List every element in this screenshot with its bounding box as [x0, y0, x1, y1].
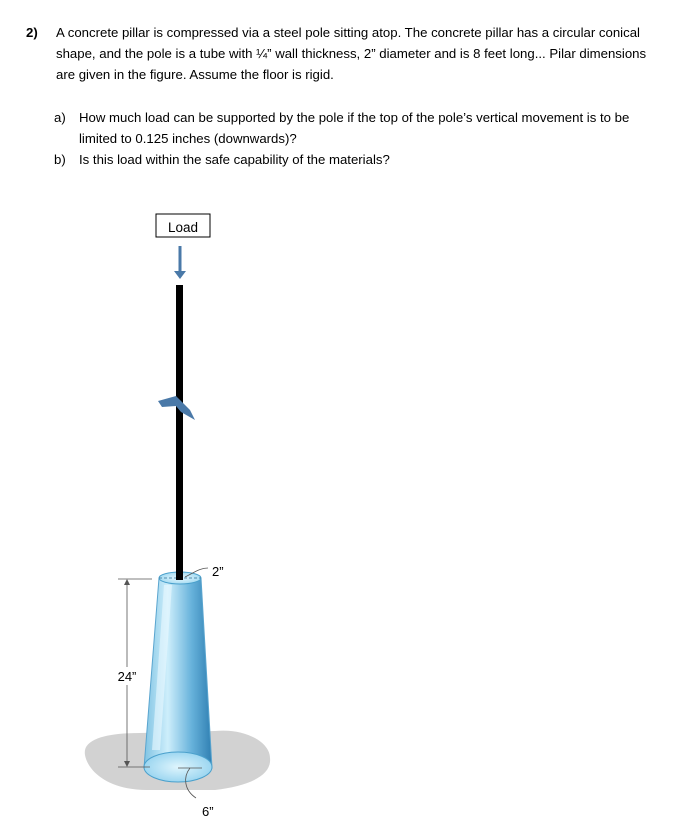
question-b-text: Is this load within the safe capability of the materials?	[79, 152, 390, 167]
question-a-text: How much load can be supported by the pole if the top of the pole’s vertical movement is to be limited to 0.125 inches (downwards)?	[79, 110, 630, 146]
problem-text: A concrete pillar is compressed via a steel pole sitting atop. The concrete pillar has a circular conical shape, and the pole is a tube with ¼” wall thickness, 2” diameter and is 8 feet long... Pilar dimensions are given in the figure. Assume the floor is rigid.	[56, 25, 647, 82]
question-a-label: a)	[54, 110, 66, 125]
problem-number: 2)	[26, 25, 38, 40]
question-b-label: b)	[54, 152, 66, 167]
height-dim-arrow-top	[124, 579, 130, 585]
load-arrow-head	[174, 271, 186, 279]
height-label: 24”	[117, 669, 137, 684]
top-diameter-label: 2”	[212, 564, 224, 579]
load-label: Load	[167, 220, 199, 235]
steel-pole	[176, 285, 183, 580]
pillar-base	[144, 752, 212, 782]
bottom-diameter-label: 6”	[202, 804, 214, 819]
